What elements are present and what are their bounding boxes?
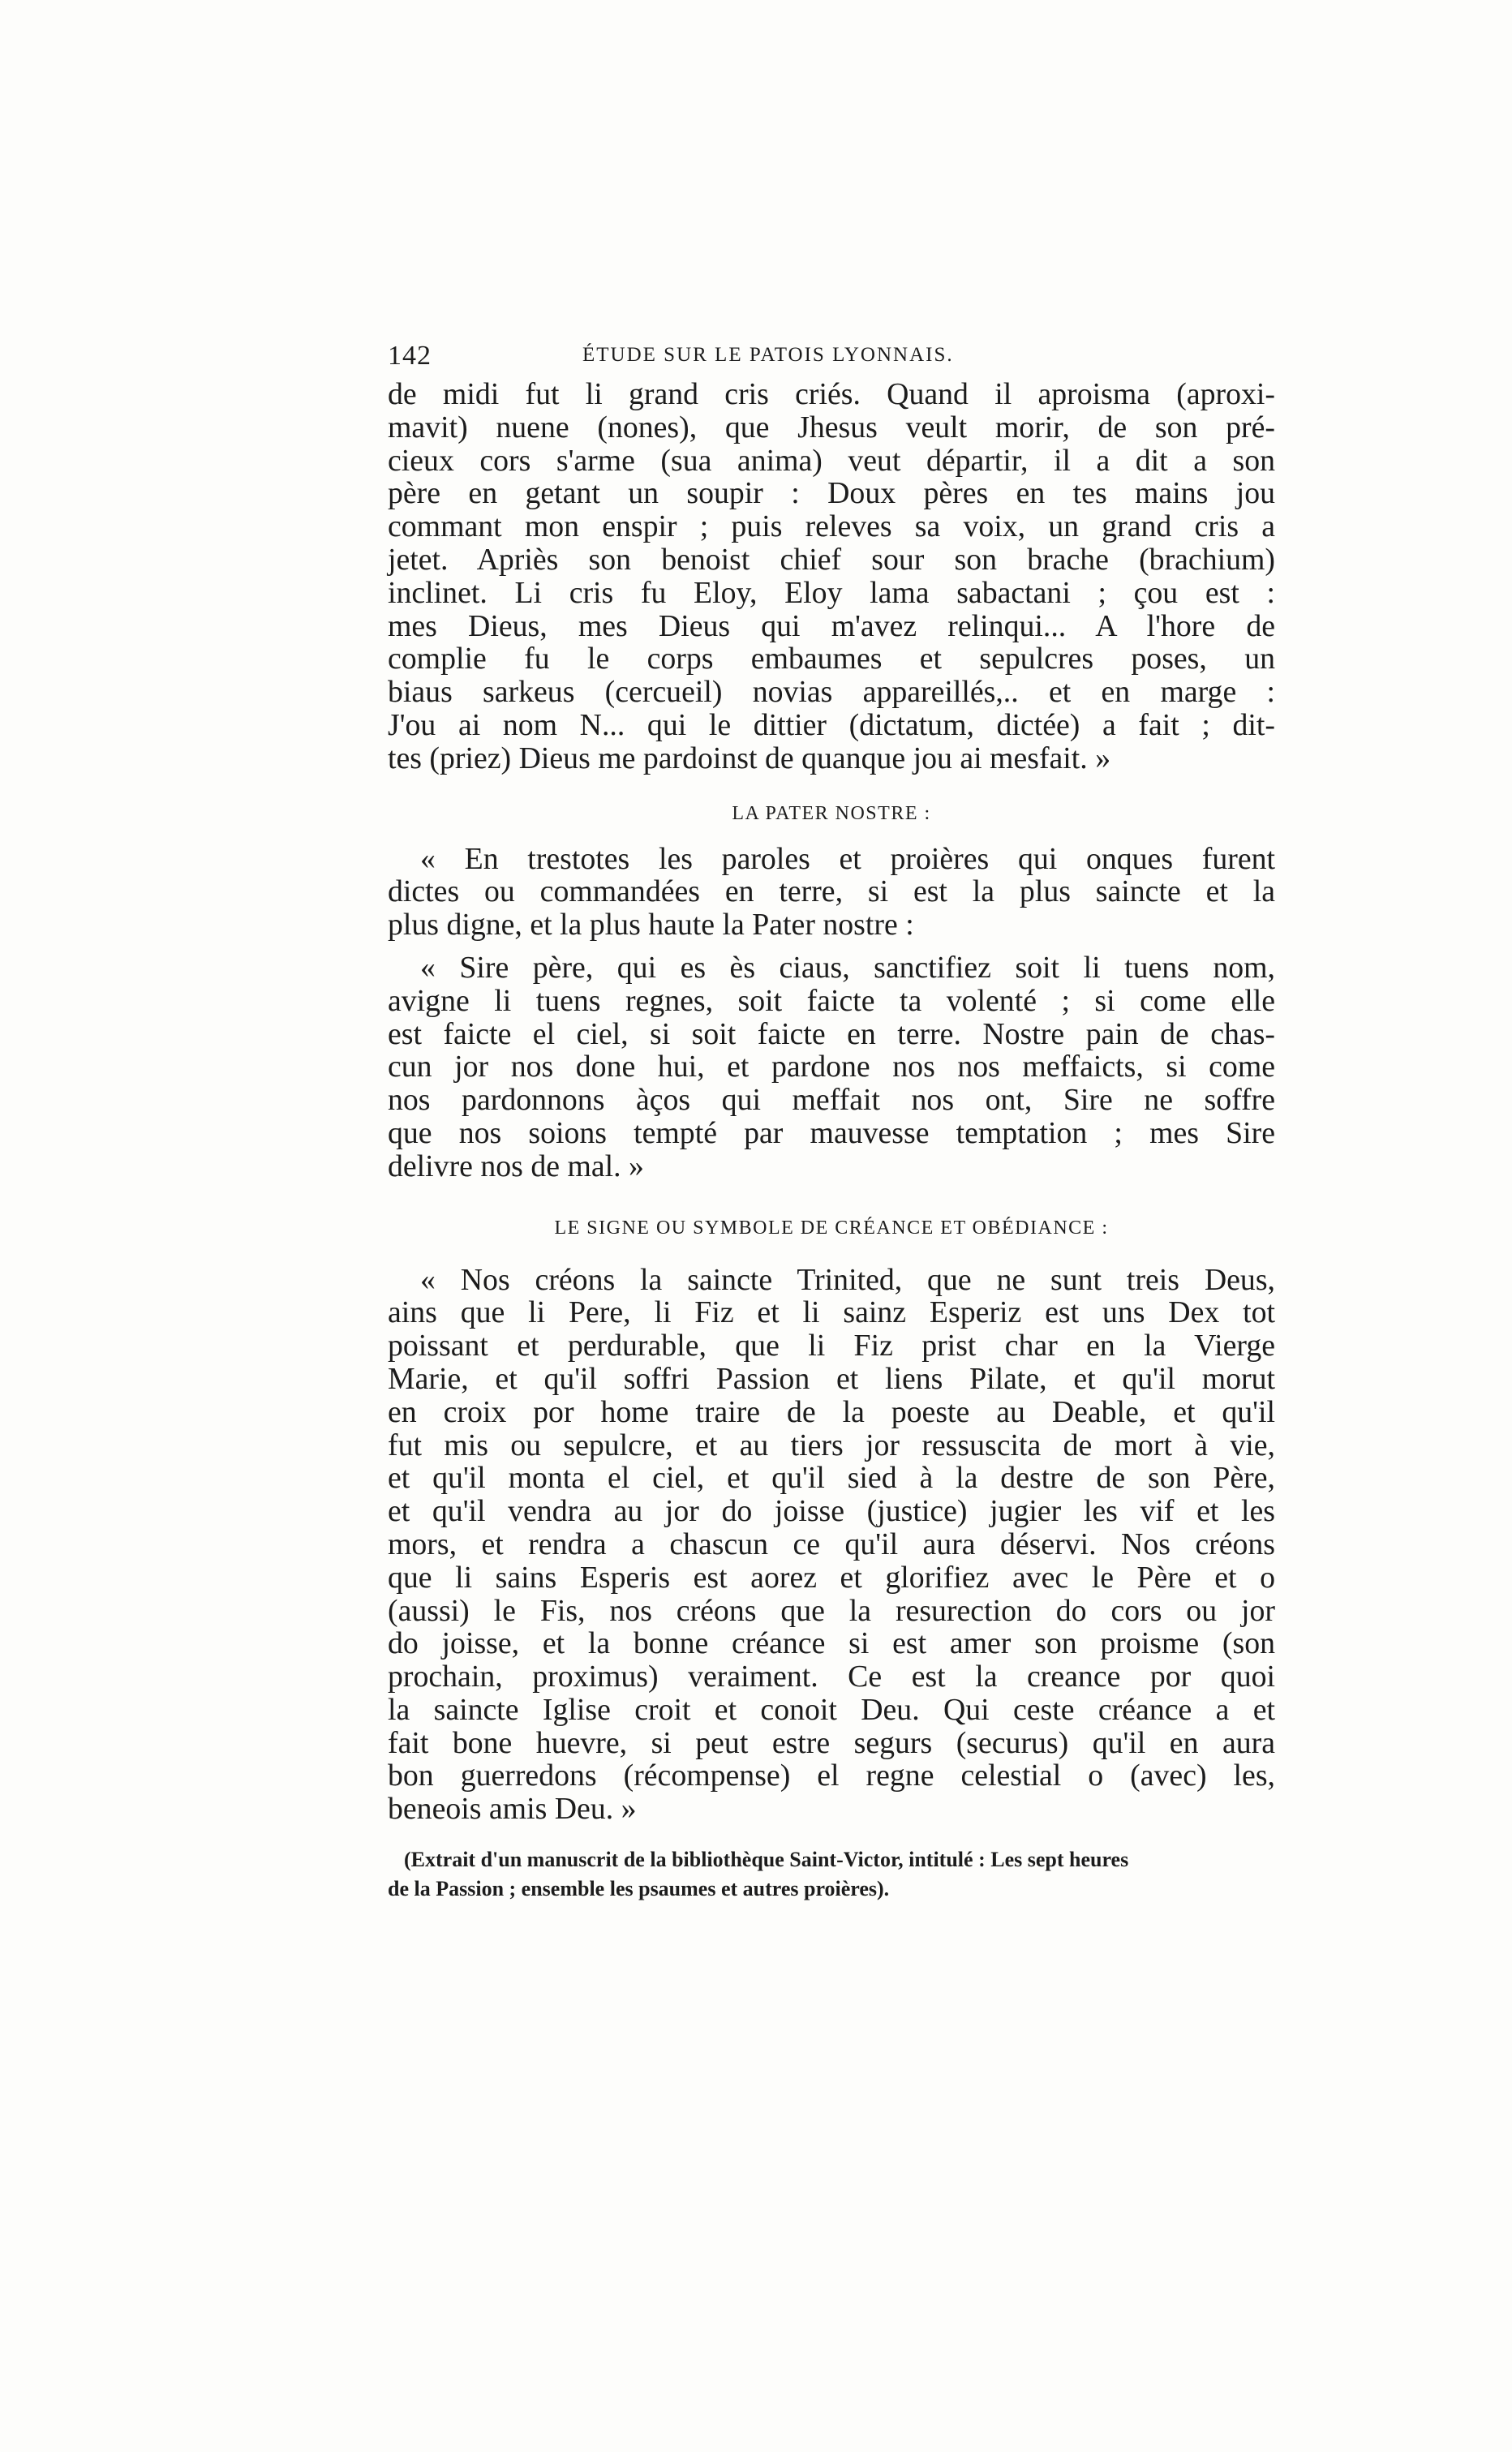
text-line: avigne li tuens regnes, soit faicte ta volenté ; si come elle [388, 983, 1275, 1018]
text-line: Marie, et qu'il soffri Passion et liens Pilate, et qu'il morut [388, 1361, 1275, 1396]
text-line: J'ou ai nom N... qui le dittier (dictatum, dictée) a fait ; dit- [388, 707, 1275, 742]
text-line: (aussi) le Fis, nos créons que la resurection do cors ou jor [388, 1593, 1275, 1628]
opening-text [388, 378, 1275, 775]
text-line: ains que li Pere, li Fiz et li sainz Esperiz est uns Dex tot [388, 1295, 1275, 1330]
footnote-line: (Extrait d'un manuscrit de la bibliothèque Saint-Victor, intitulé : Les sept heures [404, 1848, 1129, 1872]
text-line: et qu'il monta el ciel, et qu'il sied à la destre de son Père, [388, 1461, 1275, 1496]
text-line: fut mis ou sepulcre, et au tiers jor ressuscita de mort à vie, [388, 1428, 1275, 1462]
text-line: fait bone huevre, si peut estre segurs (securus) qu'il en aura [388, 1725, 1275, 1760]
text-line: et qu'il vendra au jor do joisse (justice) jugier les vif et les [388, 1494, 1275, 1529]
section-heading-creance: LE SIGNE OU SYMBOLE DE CRÉANCE ET OBÉDIANCE : [554, 1217, 1109, 1239]
text-line: poissant et perdurable, que li Fiz prist char en la Vierge [388, 1329, 1275, 1363]
text-line: père en getant un soupir : Doux pères en tes mains jou [388, 476, 1275, 511]
text-line: que li sains Esperis est aorez et glorifiez avec le Père et o [388, 1560, 1275, 1595]
creance-text-block [388, 1264, 1275, 1827]
text-line: « Sire père, qui es ès ciaus, sanctifiez soit li tuens nom, [420, 950, 1275, 985]
pater-intro [388, 843, 1275, 942]
text-line: que nos soions tempté par mauvesse temptation ; mes Sire [388, 1115, 1275, 1150]
creance-text [388, 1264, 1275, 1827]
text-line: est faicte el ciel, si soit faicte en terre. Nostre pain de chas- [388, 1016, 1275, 1051]
text-line: la saincte Iglise croit et conoit Deu. Qui ceste créance a et [388, 1692, 1275, 1727]
text-line: mes Dieus, mes Dieus qui m'avez relinqui... A l'hore de [388, 608, 1275, 643]
text-line: beneois amis Deu. » [388, 1792, 637, 1827]
page-number: 142 [388, 341, 432, 371]
opening-paragraph [388, 378, 1275, 775]
section-heading-pater: LA PATER NOSTRE : [732, 802, 931, 824]
running-head [388, 341, 1275, 378]
text-line: biaus sarkeus (cercueil) novias appareillés,.. et en marge : [388, 675, 1275, 710]
book-page [388, 341, 1275, 1904]
text-line: jetet. Apriès son benoist chief sour son brache (brachium) [388, 542, 1275, 577]
pater-intro-text [388, 843, 1275, 942]
text-line: plus digne, et la plus haute la Pater nostre : [388, 908, 914, 943]
text-line: de midi fut li grand cris criés. Quand il aproisma (aproxi- [388, 377, 1275, 411]
running-title: ÉTUDE SUR LE PATOIS LYONNAIS. [582, 344, 954, 366]
footnote-line: de la Passion ; ensemble les psaumes et autres proières). [388, 1877, 890, 1901]
text-line: mavit) nuene (nones), que Jhesus veult morir, de son pré- [388, 410, 1275, 444]
text-line: delivre nos de mal. » [388, 1149, 644, 1183]
pater-prayer [388, 951, 1275, 1183]
text-line: do joisse, et la bonne créance si est amer son proisme (son [388, 1626, 1275, 1661]
text-line: nos pardonnons àços qui meffait nos ont, Sire ne soffre [388, 1083, 1275, 1118]
text-line: bon guerredons (récompense) el regne celestial o (avec) les, [388, 1758, 1275, 1793]
text-line: inclinet. Li cris fu Eloy, Eloy lama sabactani ; çou est : [388, 575, 1275, 610]
pater-prayer-text [388, 951, 1275, 1183]
text-line: « Nos créons la saincte Trinited, que ne sunt treis Deus, [420, 1262, 1275, 1297]
text-line: cun jor nos done hui, et pardone nos nos meffaicts, si come [388, 1050, 1275, 1084]
text-line: commant mon enspir ; puis releves sa voix, un grand cris a [388, 509, 1275, 544]
text-line: prochain, proximus) veraiment. Ce est la creance por quoi [388, 1660, 1275, 1694]
text-line: en croix por home traire de la poeste au Deable, et qu'il [388, 1394, 1275, 1429]
text-line: cieux cors s'arme (sua anima) veut départir, il a dit a son [388, 443, 1275, 478]
footnote-text [388, 1845, 1275, 1904]
text-line: mors, et rendra a chascun ce qu'il aura déservi. Nos créons [388, 1527, 1275, 1561]
text-line: complie fu le corps embaumes et sepulcres poses, un [388, 642, 1275, 676]
text-line: dictes ou commandées en terre, si est la plus saincte et la [388, 874, 1275, 909]
text-line: tes (priez) Dieus me pardoinst de quanque jou ai mesfait. » [388, 741, 1111, 775]
footnote [388, 1845, 1275, 1904]
text-line: « En trestotes les paroles et proières qui onques furent [420, 841, 1275, 876]
